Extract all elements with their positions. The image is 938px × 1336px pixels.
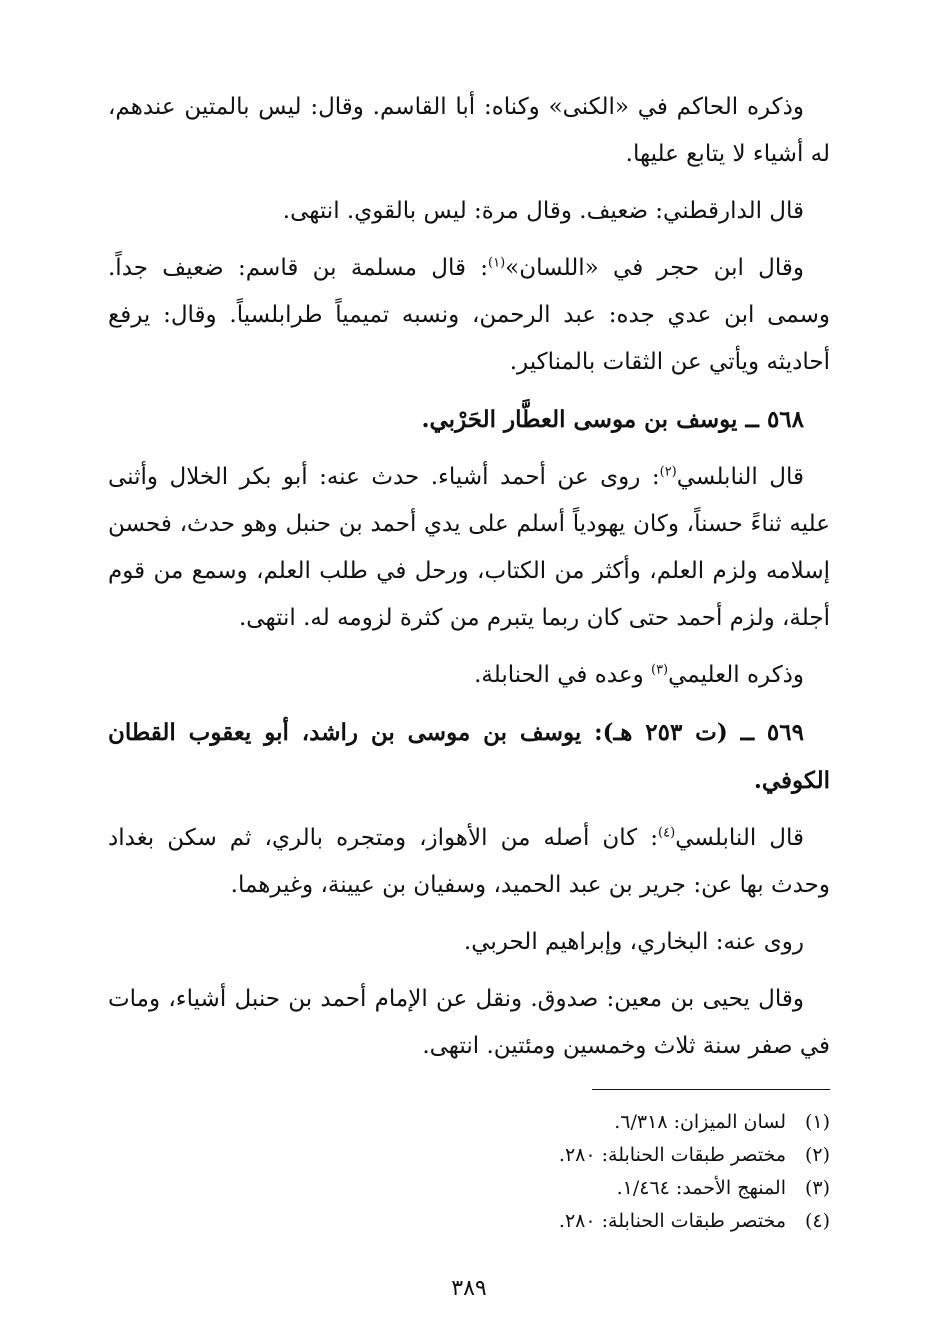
footnote-number: (٣) (804, 1177, 830, 1199)
paragraph (108, 245, 830, 386)
paragraph-text: : روى عن أحمد أشياء. حدث عنه: أبو بكر الخلال وأثنى عليه ثناءً حسناً، وكان يهودياً أسلم على يدي أحمد بن حنبل وهو حدث، فحسن إسلامه ولزم العلم، وأكثر من الكتاب، ورحل في طلب العلم، وسمع من قوم أجلة، ولزم أحمد حتى كان ربما يتبرم من كثرة لزومه له. انتهى. (108, 464, 830, 631)
footnote-text: لسان الميزان: ٦/٣١٨. (614, 1111, 786, 1133)
footnote-number: (٤) (804, 1210, 830, 1232)
paragraph-text: وعده في الحنابلة. (474, 662, 651, 688)
footnote (470, 1139, 830, 1172)
paragraph-text: قال الدارقطني: ضعيف. وقال مرة: ليس بالقوي. انتهى. (282, 198, 804, 224)
footnote-number: (٢) (804, 1144, 830, 1166)
paragraph-text: وذكره العليمي (668, 662, 804, 688)
page-number: ٣٨٩ (451, 1276, 487, 1301)
paragraph-text: قال النابلسي (676, 464, 804, 490)
entry-title: ٥٦٨ ــ يوسف بن موسى العطَّار الحَرْبي. (421, 406, 804, 433)
paragraph (108, 454, 830, 642)
entry-heading (108, 709, 830, 805)
footnote-number: (١) (804, 1111, 830, 1133)
paragraph-text: : كان أصله من الأهواز، ومتجره بالري، ثم سكن بغداد وحدث بها عن: جرير بن عبد الحميد، وسفيان بن عيينة، وغيرهما. (108, 825, 830, 898)
paragraph (108, 976, 830, 1070)
paragraph (108, 815, 830, 909)
paragraph-text: روى عنه: البخاري، وإبراهيم الحربي. (463, 929, 804, 955)
entry-heading (108, 396, 830, 444)
footnote-text: مختصر طبقات الحنابلة: ٢٨٠. (558, 1144, 786, 1166)
paragraph-text: وذكره الحاكم في «الكنى» وكناه: أبا القاسم. وقال: ليس بالمتين عندهم، له أشياء لا يتابع عليها. (108, 94, 830, 167)
paragraph-text: وقال يحيى بن معين: صدوق. ونقل عن الإمام أحمد بن حنبل أشياء، ومات في صفر سنة ثلاث وخمسين ومئتين. انتهى. (108, 986, 830, 1059)
footnote-ref: (٢) (659, 464, 677, 480)
paragraph (108, 919, 830, 966)
footnote-divider (592, 1089, 830, 1090)
paragraph-text: قال النابلسي (675, 825, 804, 851)
footnote-ref: (٣) (650, 662, 669, 678)
paragraph (108, 84, 830, 178)
footnote-ref: (١) (488, 255, 506, 271)
paragraph (108, 188, 830, 235)
footnote (470, 1205, 830, 1238)
paragraph-text: : قال مسلمة بن قاسم: ضعيف جداً. وسمى ابن عدي جده: عبد الرحمن، ونسبه تميمياً طرابلسياً. وقال: يرفع أحاديثه ويأتي عن الثقات بالمناكير. (108, 255, 830, 375)
footnote (470, 1106, 830, 1139)
footnote-text: مختصر طبقات الحنابلة: ٢٨٠. (558, 1210, 786, 1232)
paragraph (108, 652, 830, 699)
paragraph-text: وقال ابن حجر في «اللسان» (505, 255, 805, 281)
footnote-text: المنهج الأحمد: ١/٤٦٤. (616, 1177, 786, 1199)
footnotes (470, 1106, 830, 1238)
main-text (108, 84, 830, 1080)
entry-title: ٥٦٩ ــ (ت ٢٥٣ هـ): يوسف بن موسى بن راشد، أبو يعقوب القطان الكوفي. (108, 719, 830, 794)
footnote-ref: (٤) (658, 825, 676, 841)
footnote (470, 1172, 830, 1205)
